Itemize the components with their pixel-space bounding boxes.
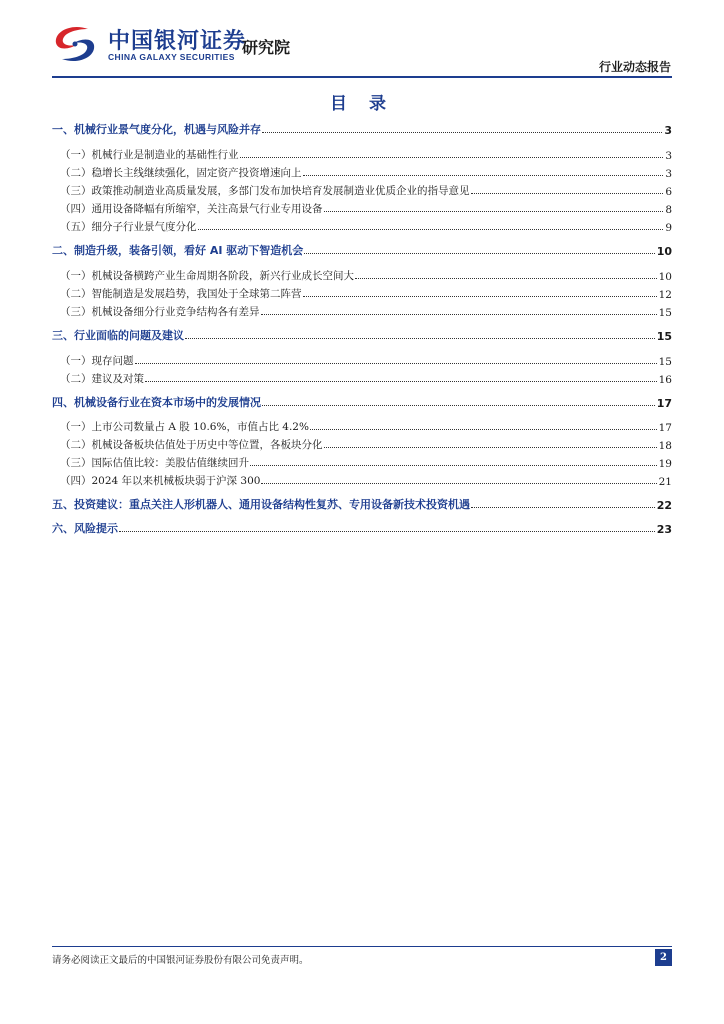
toc-entry-page: 12 bbox=[658, 289, 672, 301]
footer-disclaimer: 请务必阅读正文最后的中国银河证券股份有限公司免责声明。 bbox=[52, 955, 309, 966]
toc-title: 目 录 bbox=[330, 94, 394, 114]
toc-subsection-entry[interactable] bbox=[60, 265, 672, 283]
toc-entry-page: 10 bbox=[656, 245, 672, 258]
toc-dot-leader bbox=[355, 278, 657, 279]
toc-section-entry[interactable] bbox=[52, 518, 672, 536]
toc-entry-page: 10 bbox=[658, 271, 672, 283]
galaxy-swirl-logo-icon bbox=[50, 23, 100, 65]
toc-entry-title: （二）建议及对策 bbox=[60, 373, 144, 385]
toc-entry-page: 18 bbox=[658, 440, 672, 452]
toc-entry-page: 19 bbox=[658, 458, 672, 470]
toc-subsection-entry[interactable] bbox=[60, 350, 672, 368]
toc-entry-title: 二、制造升级，装备引领，看好 AI 驱动下智造机会 bbox=[52, 244, 304, 257]
toc-subsection-entry[interactable] bbox=[60, 162, 672, 180]
toc-dot-leader bbox=[135, 363, 657, 364]
toc-dot-leader bbox=[240, 157, 664, 158]
toc-dot-leader bbox=[310, 429, 657, 430]
brand-name-en: CHINA GALAXY SECURITIES bbox=[108, 52, 235, 62]
toc-entry-title: （二）稳增长主线继续强化，固定资产投资增速向上 bbox=[60, 167, 302, 179]
toc-entry-page: 15 bbox=[656, 330, 672, 343]
toc-entry-page: 15 bbox=[658, 356, 672, 368]
toc-entry-title: （一）机械设备横跨产业生命周期各阶段，新兴行业成长空间大 bbox=[60, 270, 354, 282]
toc-entry-page: 6 bbox=[665, 186, 672, 198]
toc-entry-page: 8 bbox=[665, 204, 672, 216]
toc-subsection-entry[interactable] bbox=[60, 470, 672, 488]
toc-subsection-entry[interactable] bbox=[60, 198, 672, 216]
toc-entry-title: （五）细分子行业景气度分化 bbox=[60, 221, 197, 233]
toc-entry-page: 16 bbox=[658, 374, 672, 386]
toc-dot-leader bbox=[303, 175, 664, 176]
toc-entry-page: 22 bbox=[656, 499, 672, 512]
toc-entry-title: （三）政策推动制造业高质量发展，多部门发布加快培育发展制造业优质企业的指导意见 bbox=[60, 185, 470, 197]
toc-subsection-entry[interactable] bbox=[60, 283, 672, 301]
toc-subsection-entry[interactable] bbox=[60, 416, 672, 434]
footer-divider bbox=[52, 946, 672, 947]
brand-name-cn: 中国银河证券 bbox=[108, 29, 247, 54]
toc-dot-leader bbox=[324, 447, 657, 448]
toc-entry-page: 9 bbox=[665, 222, 672, 234]
toc-subsection-entry[interactable] bbox=[60, 452, 672, 470]
toc-dot-leader bbox=[145, 381, 657, 382]
toc-dot-leader bbox=[471, 507, 655, 508]
toc-entry-title: （一）机械行业是制造业的基础性行业 bbox=[60, 149, 239, 161]
toc-entry-title: 六、风险提示 bbox=[52, 522, 118, 535]
toc-entry-page: 3 bbox=[665, 150, 672, 162]
toc-dot-leader bbox=[471, 193, 664, 194]
toc-entry-title: （四）2024 年以来机械板块弱于沪深 300 bbox=[60, 475, 261, 487]
institute-name: 研究院 bbox=[242, 38, 291, 57]
toc-entry-title: （四）通用设备降幅有所缩窄，关注高景气行业专用设备 bbox=[60, 203, 323, 215]
toc-section-entry[interactable] bbox=[52, 494, 672, 512]
toc-subsection-entry[interactable] bbox=[60, 301, 672, 319]
toc-subsection-entry[interactable] bbox=[60, 434, 672, 452]
toc-entry-title: （三）国际估值比较：美股估值继续回升 bbox=[60, 457, 249, 469]
toc-entry-title: 一、机械行业景气度分化，机遇与风险并存 bbox=[52, 123, 261, 136]
page-header bbox=[0, 0, 724, 80]
toc-subsection-entry[interactable] bbox=[60, 216, 672, 234]
toc-section-entry[interactable] bbox=[52, 119, 672, 137]
toc-entry-page: 3 bbox=[665, 168, 672, 180]
report-type: 行业动态报告 bbox=[598, 60, 671, 74]
toc-entry-title: 四、机械设备行业在资本市场中的发展情况 bbox=[52, 396, 261, 409]
toc-dot-leader bbox=[198, 229, 664, 230]
toc-dot-leader bbox=[304, 253, 654, 254]
header-divider bbox=[52, 76, 672, 78]
toc-dot-leader bbox=[262, 405, 655, 406]
toc-subsection-entry[interactable] bbox=[60, 368, 672, 386]
toc-dot-leader bbox=[185, 338, 655, 339]
toc-entry-title: 三、行业面临的问题及建议 bbox=[52, 329, 184, 342]
toc-dot-leader bbox=[262, 132, 662, 133]
toc-entry-title: （二）机械设备板块估值处于历史中等位置，各板块分化 bbox=[60, 439, 323, 451]
toc-section-entry[interactable] bbox=[52, 325, 672, 343]
toc-dot-leader bbox=[261, 314, 657, 315]
toc-dot-leader bbox=[250, 465, 657, 466]
toc-entry-page: 21 bbox=[658, 476, 672, 488]
toc-entry-page: 17 bbox=[656, 397, 672, 410]
toc-entry-page: 17 bbox=[658, 422, 672, 434]
toc-dot-leader bbox=[261, 483, 656, 484]
toc-dot-leader bbox=[303, 296, 657, 297]
toc-entry-title: （三）机械设备细分行业竞争结构各有差异 bbox=[60, 306, 260, 318]
toc-entry-title: （一）现存问题 bbox=[60, 355, 134, 367]
toc-entry-page: 15 bbox=[658, 307, 672, 319]
toc-entry-title: 五、投资建议：重点关注人形机器人、通用设备结构性复苏、专用设备新技术投资机遇 bbox=[52, 498, 470, 511]
toc-section-entry[interactable] bbox=[52, 240, 672, 258]
toc-entry-title: （二）智能制造是发展趋势，我国处于全球第二阵营 bbox=[60, 288, 302, 300]
toc-dot-leader bbox=[119, 531, 655, 532]
toc-section-entry[interactable] bbox=[52, 392, 672, 410]
toc-entry-page: 3 bbox=[664, 124, 672, 137]
toc-entry-title: （一）上市公司数量占 A 股 10.6%，市值占比 4.2% bbox=[60, 421, 309, 433]
toc-subsection-entry[interactable] bbox=[60, 144, 672, 162]
toc-entry-page: 23 bbox=[656, 523, 672, 536]
toc-dot-leader bbox=[324, 211, 664, 212]
toc-subsection-entry[interactable] bbox=[60, 180, 672, 198]
page-number: 2 bbox=[655, 949, 672, 966]
